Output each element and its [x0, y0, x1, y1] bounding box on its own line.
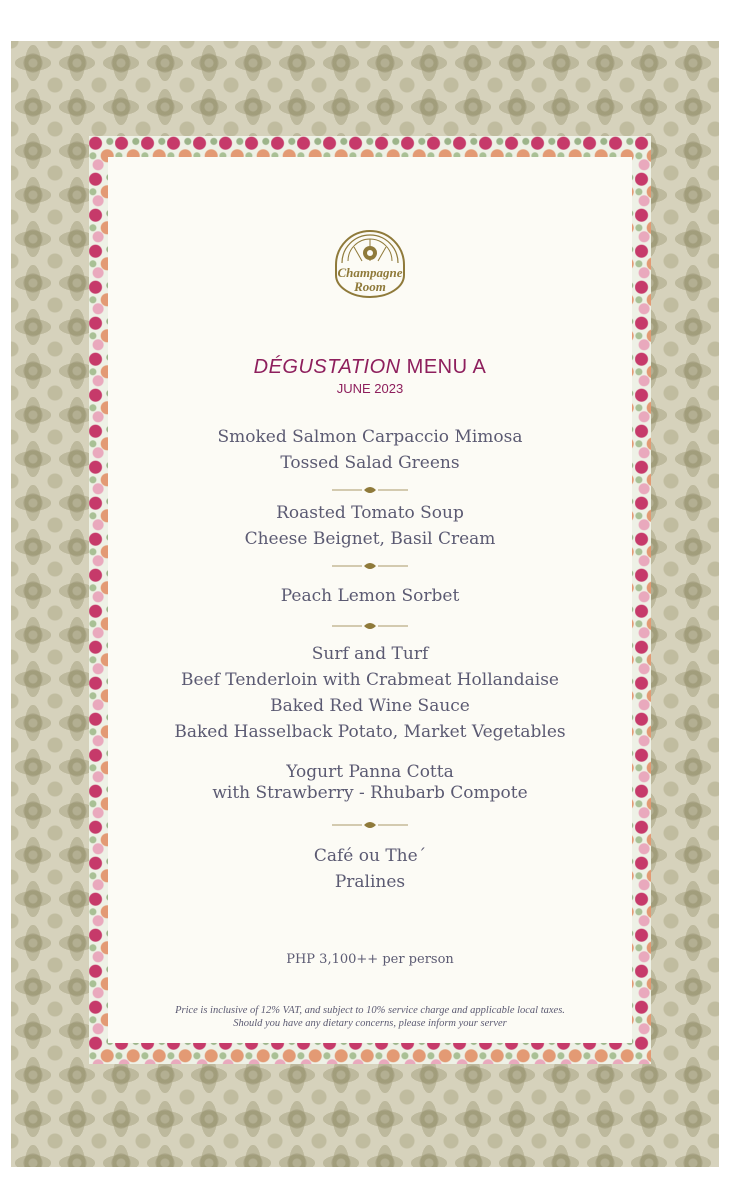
menu-title-italic: DÉGUSTATION — [253, 356, 401, 378]
course-line: Baked Red Wine Sauce — [270, 696, 470, 716]
menu-title-rest: MENU A — [400, 356, 487, 378]
price: PHP 3,100++ per person — [286, 952, 454, 967]
ornament-divider — [330, 561, 410, 571]
course-line: with Strawberry - Rhubarb Compote — [212, 783, 528, 803]
course-line: Surf and Turf — [311, 644, 429, 664]
course-line: Tossed Salad Greens — [280, 453, 460, 473]
course-line: Yogurt Panna Cotta — [286, 762, 454, 782]
ornament-divider — [330, 485, 410, 495]
ornament-divider — [330, 621, 410, 631]
course-3 — [108, 583, 632, 609]
course-line: Smoked Salmon Carpaccio Mimosa — [217, 427, 523, 447]
course-line: Beef Tenderloin with Crabmeat Hollandaise — [180, 670, 559, 690]
course-4 — [108, 641, 632, 745]
footnote-line-2: Should you have any dietary concerns, please inform your server — [233, 1018, 507, 1029]
ornament-divider — [330, 820, 410, 830]
logo-line1: Champagne — [337, 265, 403, 280]
logo-line2: Room — [354, 279, 386, 294]
course-line: Peach Lemon Sorbet — [280, 586, 460, 606]
course-line: Pralines — [334, 872, 406, 892]
course-2 — [108, 500, 632, 552]
footnote-line-1: Price is inclusive of 12% VAT, and subject to 10% service charge and applicable local taxes. — [175, 1005, 565, 1016]
course-5 — [108, 762, 632, 804]
champagne-room-logo — [332, 205, 408, 299]
course-line: Cheese Beignet, Basil Cream — [244, 529, 496, 549]
course-line: Café ou The´ — [313, 846, 427, 866]
menu-date: JUNE 2023 — [336, 381, 404, 396]
course-6 — [108, 843, 632, 895]
course-line: Baked Hasselback Potato, Market Vegetables — [174, 722, 566, 742]
course-line: Roasted Tomato Soup — [276, 503, 464, 523]
menu-title — [108, 356, 632, 379]
course-1 — [108, 424, 632, 476]
